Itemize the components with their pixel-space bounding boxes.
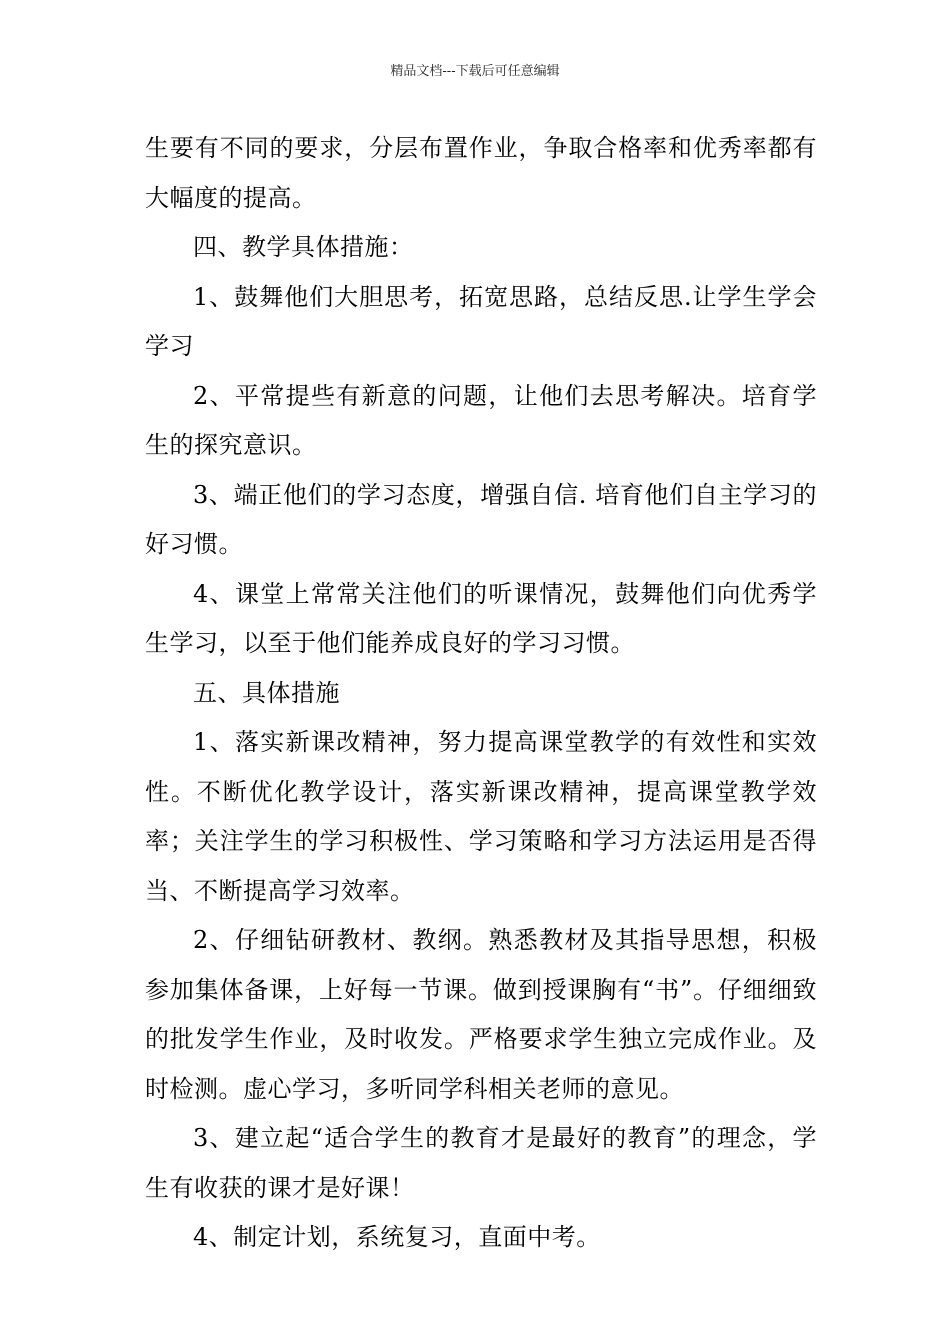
paragraph-item: 3、建立起“适合学生的教育才是最好的教育”的理念，学生有收获的课才是好课！: [145, 1124, 817, 1202]
paragraph-item: 4、课堂上常常关注他们的听课情况，鼓舞他们向优秀学生学习，以至于他们能养成良好的学习习惯。: [145, 579, 817, 657]
paragraph-item: 1、落实新课改精神，努力提高课堂教学的有效性和实效性。不断优化教学设计，落实新课改精神，提高课堂教学效率；关注学生的学习积极性、学习策略和学习方法运用是否得当、不断提高学习效率。: [145, 728, 817, 905]
document-body: [145, 124, 817, 1263]
paragraph-item: 1、鼓舞他们大胆思考，拓宽思路，总结反思.让学生学会学习: [145, 282, 817, 360]
paragraph-item: 4、制定计划，系统复习，直面中考。: [193, 1223, 601, 1251]
section-heading-4: 四、教学具体措施：: [193, 233, 414, 261]
paragraph-item: 2、仔细钻研教材、教纲。熟悉教材及其指导思想，积极参加集体备课，上好每一节课。做到授课胸有“书”。仔细细致的批发学生作业，及时收发。严格要求学生独立完成作业。及时检测。虚心学习，多听同学科相关老师的意见。: [145, 926, 817, 1103]
paragraph-item: 2、平常提些有新意的问题，让他们去思考解决。培育学生的探究意识。: [145, 381, 817, 459]
page-header: 精品文档---下载后可任意编辑: [390, 64, 560, 79]
paragraph-continuation: 生要有不同的要求，分层布置作业，争取合格率和优秀率都有大幅度的提高。: [145, 134, 817, 212]
section-heading-5: 五、具体措施: [193, 678, 340, 707]
paragraph-item: 3、端正他们的学习态度，增强自信. 培育他们自主学习的好习惯。: [145, 480, 817, 558]
